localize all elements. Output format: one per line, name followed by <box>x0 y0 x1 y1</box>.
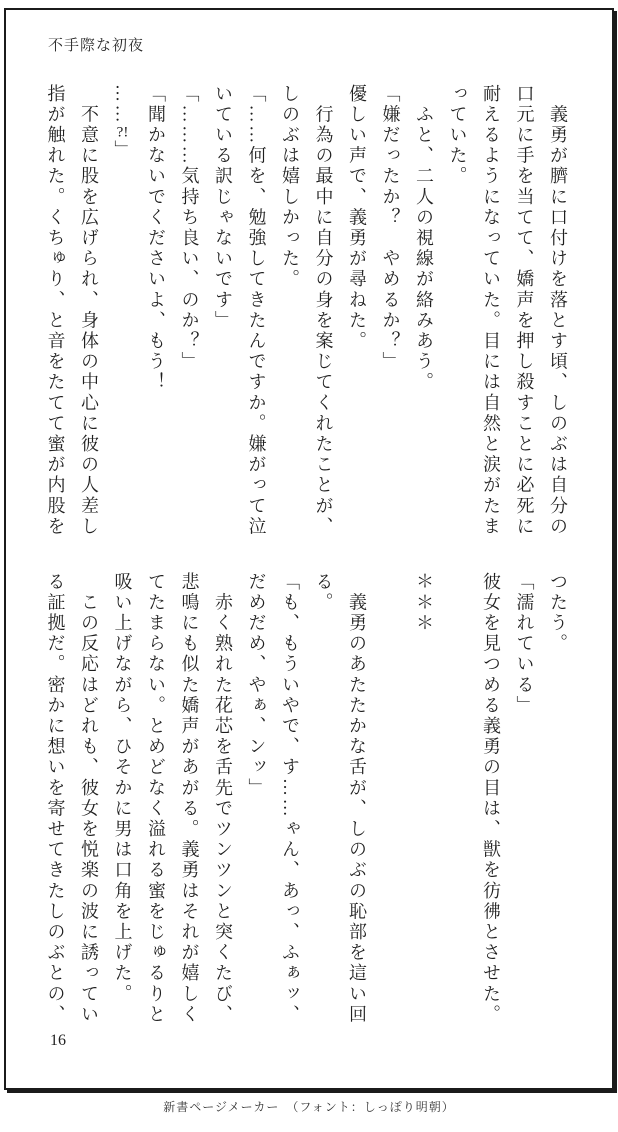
text-line: 優しい声で、義勇が尋ねた。 <box>347 84 367 352</box>
text-line: る証拠だ。密かに想いを寄せてきたしのぶとの、 <box>45 572 66 1026</box>
text-line: 口元に手を当てて、嬌声を押し殺すことに必死に <box>514 84 535 538</box>
text-line: 耐えるようになっていた。目には自然と涙がたま <box>481 84 501 538</box>
text-line: 「濡れている」 <box>514 572 535 717</box>
text-line <box>440 572 474 1032</box>
text-line: つたう。 <box>548 572 568 655</box>
text-line: 赤く熟れた花芯を舌先でツンツンと突くたび、 <box>213 572 233 1026</box>
page-title: 不手際な初夜 <box>48 38 145 54</box>
text-line: いている訳じゃないです」 <box>213 84 233 332</box>
text-line: 悲鳴にも似た嬌声があがる。義勇はそれが嬉しく <box>179 572 200 1026</box>
footer-caption: 新書ページメーカー （フォント：しっぽり明朝） <box>163 1100 455 1114</box>
text-line: 彼女を見つめる義勇の目は、獣を彷彿とさせた。 <box>481 572 501 1026</box>
text-line: 「聞かないでくださいよ、もう！ <box>146 84 166 393</box>
text-line: ……?!」 <box>112 84 133 161</box>
text-line: 不意に股を広げられ、身体の中心に彼の人差し <box>79 84 99 538</box>
text-line: 吸い上げながら、ひそかに男は口角を上げた。 <box>112 572 133 1005</box>
text-line: 行為の最中に自分の身を案じてくれたことが、 <box>313 84 334 538</box>
text-line: る。 <box>313 572 334 614</box>
page-number: 16 <box>50 1032 66 1049</box>
text-line: 「………気持ち良い、のか？」 <box>179 84 200 373</box>
tate-chu-yoko: ?! <box>116 125 129 141</box>
text-block-lower <box>38 572 574 1032</box>
text-line: 「嫌だったか？ やめるか？」 <box>380 84 401 373</box>
text-line: てたまらない。とめどなく溢れる蜜をじゅるりと <box>146 572 166 1026</box>
text-line: っていた。 <box>447 84 468 187</box>
text-line: ふと、二人の視線が絡みあう。 <box>414 84 434 393</box>
text-line <box>373 572 407 1032</box>
text-line: だめだめ、やぁ、ンッ」 <box>246 572 267 799</box>
text-line: 義勇が臍に口付けを落とす頃、しのぶは自分の <box>548 84 568 538</box>
text-line: この反応はどれも、彼女を悦楽の波に誘ってい <box>79 572 99 1026</box>
book-page <box>4 8 614 1090</box>
text-line: 「……何を、勉強してきたんですか。嫌がって泣 <box>246 84 267 538</box>
text-line: ＊＊＊ <box>414 572 434 634</box>
text-line: 義勇のあたたかな舌が、しのぶの恥部を這い回 <box>347 572 367 1026</box>
text-line: しのぶは嬉しかった。 <box>280 84 300 290</box>
text-block-upper <box>38 84 574 544</box>
text-line: 「も、もういやで、す……ゃん、あっ、ふぁッ、 <box>280 572 300 1026</box>
text-line: 指が触れた。くちゅり、と音をたてて蜜が内股を <box>45 84 66 538</box>
